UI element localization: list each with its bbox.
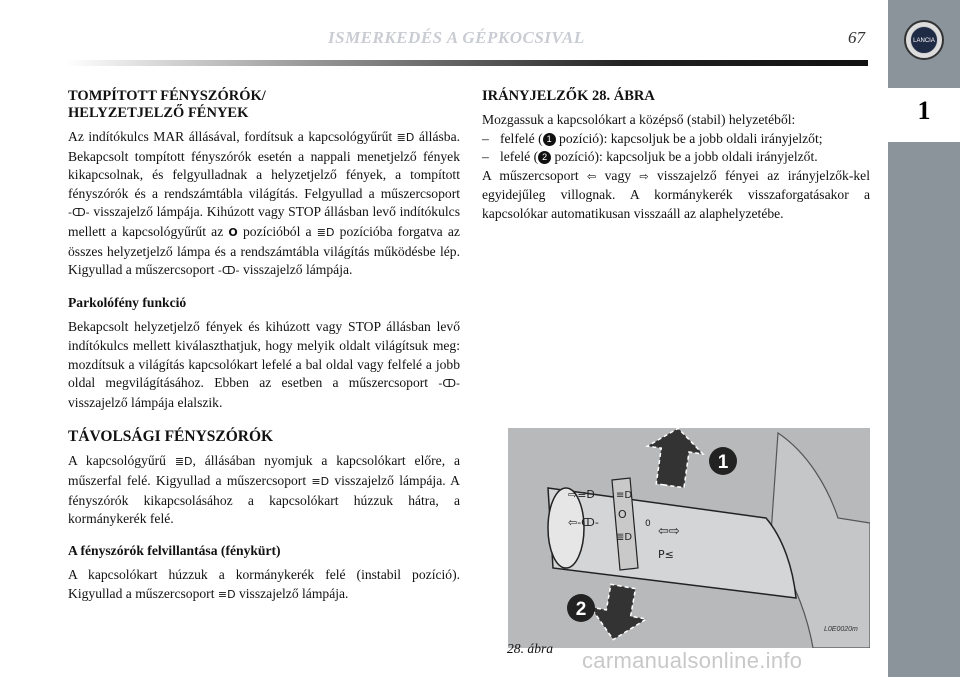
- section-heading-low-beam: TOMPÍTOTT FÉNYSZÓRÓK/ HELYZETJELZŐ FÉNYEK: [68, 88, 266, 121]
- svg-text:≡D: ≡D: [616, 490, 633, 501]
- turn-signal-intro: Mozgassuk a kapcsolókart a középső (stabil) helyzetéből:: [482, 112, 796, 127]
- high-beam-icon: ≡D: [311, 474, 330, 488]
- list-item: – felfelé ( 1 pozíció): kapcsoljuk be a jobb oldali irányjelzőt;: [482, 130, 823, 146]
- lever-illustration: [508, 428, 870, 648]
- flash-paragraph: A kapcsolókart húzzuk a kormánykerék felé (instabil pozíció). Kigyullad a műszercsoport ≡D visszajelző lámpája.: [68, 566, 460, 604]
- low-beam-icon: ≣D: [174, 455, 193, 469]
- turn-signal-paragraph: A műszercsoport ⇦ vagy ⇨ visszajelző fényei az irányjelzők-kel egyidejűleg villognak. A kormánykerék visszaforgatásakor a kapcsolókar automatikusan visszaáll az alaphelyzetébe.: [482, 167, 870, 221]
- section-heading-turn-signals: IRÁNYJELZŐK 28. ÁBRA: [482, 88, 655, 104]
- position-light-icon: -ↀ-: [217, 264, 240, 278]
- list-item: – lefelé ( 2 pozíció): kapcsoljuk be a jobb oldali irányjelzőt.: [482, 149, 818, 165]
- flash-heading: A fényszórók felvillantása (fénykürt): [68, 542, 281, 558]
- figure-caption: 28. ábra: [507, 641, 554, 656]
- svg-text:≣D: ≣D: [616, 532, 633, 543]
- position-1-badge: 1: [543, 133, 556, 146]
- arrow-left-icon: ⇦: [587, 169, 597, 183]
- lever-zero-mark: 0: [645, 519, 651, 529]
- parking-light-heading: Parkolófény funkció: [68, 294, 187, 310]
- right-column: [482, 88, 870, 224]
- high-beam-paragraph: A kapcsológyűrű ≣D, állásában nyomjuk a kapcsolókart előre, a műszerfal felé. Kigyullad a műszercsoport ≡D visszajelző lámpája. A fényszórók kikapcsolásához a kapcsolókart húzzuk hátra, a kormánykerék felé.: [68, 453, 460, 527]
- position-2-badge: 2: [538, 151, 551, 164]
- low-beam-icon: ≣D: [316, 225, 335, 239]
- left-column: [68, 88, 460, 604]
- high-beam-icon: ≡D: [217, 587, 236, 601]
- chapter-number: 1: [917, 96, 931, 125]
- position-light-icon: -ↀ-: [68, 206, 90, 220]
- brand-logo-text: LANCIA: [910, 26, 938, 54]
- watermark: carmanualsonline.info: [582, 648, 803, 673]
- position-light-icon: -ↀ-: [438, 377, 460, 391]
- page-number: 67: [848, 28, 865, 47]
- lever-figure: [508, 428, 870, 648]
- low-beam-paragraph: Az indítókulcs MAR állásával, fordítsuk a kapcsológyűrűt ≣D állásba. Bekapcsolt tompított fényszórók esetén a nappali menetjelző fények kikapcsolnak, és felgyulladnak a helyzetjelző fények, a tompított fényszórók és a rendszámtábla világítás. Felgyullad a műszercsoport -ↀ- visszajelző lámpája. Kihúzott vagy STOP állásban levő indítókulcs mellett a kapcsológyűrűt az O pozícióból a ≣D pozícióba forgatva az összes helyzetjelző lámpa és a rendszámtábla világítás működésbe lép. Kigyullad a műszercsoport -ↀ- visszajelző lámpája.: [68, 128, 460, 281]
- svg-text:⇨≡D: ⇨≡D: [568, 488, 595, 501]
- svg-text:⇦-ↀ-: ⇦-ↀ-: [568, 516, 599, 529]
- header-title: ISMERKEDÉS A GÉPKOCSIVAL: [328, 28, 585, 47]
- brand-logo: [904, 20, 944, 60]
- figure-code: L0E0020m: [824, 626, 858, 633]
- low-beam-icon: ≣D: [396, 131, 415, 144]
- header-rule: [66, 60, 868, 66]
- figure-label-1: 1: [717, 452, 729, 473]
- svg-text:P≤: P≤: [658, 548, 674, 561]
- arrow-right-icon: ⇨: [639, 169, 649, 183]
- svg-text:⇦⇨: ⇦⇨: [658, 524, 680, 539]
- section-heading-high-beam: TÁVOLSÁGI FÉNYSZÓRÓK: [68, 428, 274, 446]
- figure-label-2: 2: [575, 599, 587, 620]
- off-position-icon: O: [228, 225, 238, 239]
- parking-light-paragraph: Bekapcsolt helyzetjelző fények és kihúzott vagy STOP állásban levő indítókulcs mellett kiválaszthatjuk, hogy melyik oldalt világítsuk meg: mozdítsuk a világítás kapcsolókart lefelé a bal oldal vagy felfelé a jobb oldal megvilágításához. Ebben az esetben a műszercsoport -ↀ- visszajelző lámpája elalszik.: [68, 319, 460, 410]
- svg-text:O: O: [618, 508, 627, 521]
